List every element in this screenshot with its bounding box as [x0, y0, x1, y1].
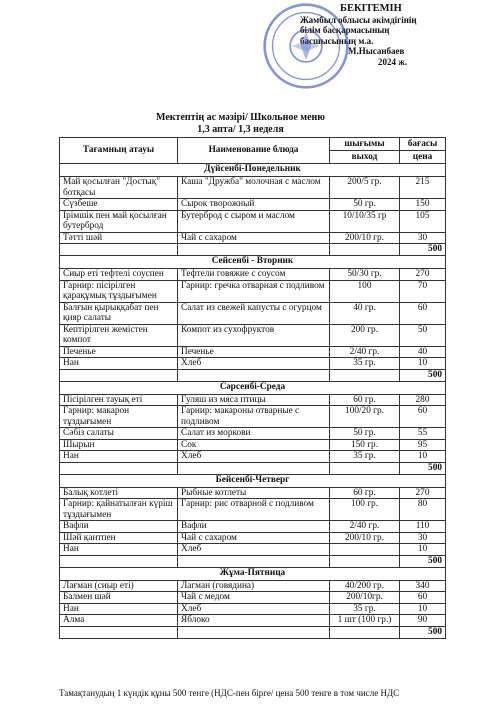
dish-yield: 100/20 гр. [330, 406, 400, 428]
dish-yield: 100 [330, 280, 400, 302]
table-row [60, 280, 446, 302]
day-header-row [60, 256, 446, 269]
dish-name-ru: Бутерброд с сыром и маслом [178, 210, 330, 232]
dish-yield: 100 гр. [330, 499, 400, 521]
table-row [60, 428, 446, 440]
dish-yield: 40/200 гр. [330, 580, 400, 592]
footer-note: Тамақтанудың 1 күндік құны 500 тенге (НДС-пен бірге/ цена 500 тенге в том числе НДС [59, 688, 400, 698]
table-row [60, 302, 446, 324]
official-seal-stamp [262, 2, 350, 90]
dish-price: 215 [400, 177, 446, 199]
table-row [60, 544, 446, 556]
dish-yield: 200/10 гр. [330, 532, 400, 544]
dish-price: 50 [400, 324, 446, 346]
dish-name-kz: Лағман (сиыр еті) [60, 580, 178, 592]
dish-price: 40 [400, 346, 446, 358]
header-price-kz: бағасы [400, 138, 446, 151]
day-total-row [60, 462, 446, 474]
table-row [60, 199, 446, 211]
day-header-row [60, 164, 446, 177]
table-row [60, 232, 446, 244]
header-price-ru: цена [400, 151, 446, 164]
dish-name-ru: Гарнир: гречка отварная с подливом [178, 280, 330, 302]
dish-yield: 200/5 гр. [330, 177, 400, 199]
dish-yield: 50 гр. [330, 199, 400, 211]
dish-price: 55 [400, 428, 446, 440]
menu-body [60, 164, 446, 639]
approval-line-2: білім басқармасының [300, 25, 390, 35]
header-yield-kz: шығымы [330, 138, 400, 151]
dish-price: 30 [400, 532, 446, 544]
dish-price: 270 [400, 487, 446, 499]
dish-yield [330, 544, 400, 556]
header-dish-kz: Тағамның атауы [60, 138, 178, 164]
table-row [60, 615, 446, 627]
dish-yield: 10/10/35 гр [330, 210, 400, 232]
empty-cell [178, 462, 330, 474]
day-total: 500 [400, 369, 446, 381]
dish-name-kz: Ірімшік пен май қосылған бутерброд [60, 210, 178, 232]
menu-title-line-2: 1,3 апта/ 1,3 неделя [197, 124, 284, 135]
empty-cell [60, 369, 178, 381]
empty-cell [178, 626, 330, 638]
dish-yield: 60 гр. [330, 487, 400, 499]
menu-table [59, 137, 446, 639]
dish-name-kz: Нан [60, 544, 178, 556]
dish-yield: 35 гр. [330, 451, 400, 463]
table-row [60, 592, 446, 604]
dish-name-ru: Гуляш из мяса птицы [178, 394, 330, 406]
day-total: 500 [400, 626, 446, 638]
table-row [60, 394, 446, 406]
dish-name-ru: Хлеб [178, 544, 330, 556]
dish-name-kz: Гарнир: пісірілген қарақұмық тұздығымен [60, 280, 178, 302]
dish-price: 10 [400, 603, 446, 615]
approval-line-1: Жамбыл облысы әкімдігінің [300, 14, 417, 25]
dish-name-kz: Кептірілген жемістен компот [60, 324, 178, 346]
dish-price: 70 [400, 280, 446, 302]
day-title: Дүйсенбі-Понедельник [60, 164, 446, 177]
dish-yield: 35 гр. [330, 358, 400, 370]
dish-yield: 200/10 гр. [330, 232, 400, 244]
dish-name-kz: Балғын қырыққабат пен қияр салаты [60, 302, 178, 324]
dish-yield: 150 гр. [330, 439, 400, 451]
dish-name-ru: Лагман (говядина) [178, 580, 330, 592]
day-total: 500 [400, 244, 446, 256]
approval-signatory: М.Нысанбаев [348, 46, 405, 56]
dish-name-ru: Печенье [178, 346, 330, 358]
table-row [60, 406, 446, 428]
day-title: Сәрсенбі-Среда [60, 381, 446, 394]
day-total: 500 [400, 555, 446, 567]
table-row [60, 269, 446, 281]
dish-name-kz: Май қосылған "Достық" ботқасы [60, 177, 178, 199]
dish-name-kz: Сиыр еті тефтелі соуспен [60, 269, 178, 281]
empty-cell [178, 244, 330, 256]
dish-yield: 60 гр. [330, 394, 400, 406]
day-total-row [60, 555, 446, 567]
dish-yield: 50/30 гр. [330, 269, 400, 281]
dish-price: 10 [400, 544, 446, 556]
dish-name-ru: Салат из моркови [178, 428, 330, 440]
day-header-row [60, 381, 446, 394]
dish-name-kz: Гарнир: қайнатылған күріш тұздығымен [60, 499, 178, 521]
dish-name-kz: Балық котлеті [60, 487, 178, 499]
dish-name-kz: Гарнир: макарон тұздығымен [60, 406, 178, 428]
dish-price: 280 [400, 394, 446, 406]
dish-price: 10 [400, 358, 446, 370]
approval-heading: БЕКІТЕМІН [340, 3, 402, 14]
dish-price: 105 [400, 210, 446, 232]
table-row [60, 603, 446, 615]
dish-yield: 200 гр. [330, 324, 400, 346]
table-row [60, 358, 446, 370]
table-row [60, 499, 446, 521]
dish-yield: 50 гр. [330, 428, 400, 440]
dish-name-kz: Нан [60, 451, 178, 463]
table-row [60, 346, 446, 358]
dish-name-ru: Чай с сахаром [178, 532, 330, 544]
dish-price: 10 [400, 451, 446, 463]
table-row [60, 532, 446, 544]
table-row [60, 580, 446, 592]
header-dish-ru: Наименование блюда [178, 138, 330, 164]
table-row [60, 177, 446, 199]
day-total-row [60, 626, 446, 638]
dish-yield: 35 гр. [330, 603, 400, 615]
dish-price: 30 [400, 232, 446, 244]
day-header-row [60, 474, 446, 487]
dish-name-ru: Компот из сухофруктов [178, 324, 330, 346]
day-title: Бейсенбі-Четверг [60, 474, 446, 487]
dish-name-ru: Вафли [178, 521, 330, 533]
dish-name-ru: Салат из свежей капусты с огурцом [178, 302, 330, 324]
dish-name-ru: Рыбные котлеты [178, 487, 330, 499]
dish-name-ru: Гарнир: макароны отварные с подливом [178, 406, 330, 428]
empty-cell [330, 626, 400, 638]
empty-cell [60, 626, 178, 638]
approval-line-3: басшысының м.а. [300, 35, 374, 46]
dish-name-ru: Тефтели говяжие с соусом [178, 269, 330, 281]
day-title: Жұма-Пятница [60, 567, 446, 580]
dish-name-ru: Яблоко [178, 615, 330, 627]
dish-name-kz: Сүзбеше [60, 199, 178, 211]
table-row [60, 439, 446, 451]
dish-name-ru: Чай с сахаром [178, 232, 330, 244]
dish-yield: 200/10гр. [330, 592, 400, 604]
dish-yield: 1 шт (100 гр.) [330, 615, 400, 627]
dish-name-kz: Шырын [60, 439, 178, 451]
dish-name-ru: Гарнир: рис отварной с подливом [178, 499, 330, 521]
dish-name-ru: Каша "Дружба" молочная с маслом [178, 177, 330, 199]
dish-name-ru: Хлеб [178, 451, 330, 463]
dish-name-kz: Нан [60, 603, 178, 615]
dish-name-ru: Сырок творожный [178, 199, 330, 211]
dish-yield: 40 гр. [330, 302, 400, 324]
empty-cell [60, 244, 178, 256]
dish-name-kz: Печенье [60, 346, 178, 358]
dish-name-kz: Шәй қантпен [60, 532, 178, 544]
dish-price: 60 [400, 406, 446, 428]
empty-cell [178, 369, 330, 381]
dish-price: 270 [400, 269, 446, 281]
dish-price: 80 [400, 499, 446, 521]
table-row [60, 521, 446, 533]
dish-price: 150 [400, 199, 446, 211]
dish-price: 60 [400, 302, 446, 324]
table-row [60, 487, 446, 499]
empty-cell [178, 555, 330, 567]
table-row [60, 451, 446, 463]
day-title: Сейсенбі - Вторник [60, 256, 446, 269]
day-header-row [60, 567, 446, 580]
dish-name-kz: Нан [60, 358, 178, 370]
header-yield-ru: выход [330, 151, 400, 164]
menu-title [0, 112, 481, 136]
day-total-row [60, 369, 446, 381]
dish-price: 95 [400, 439, 446, 451]
dish-price: 90 [400, 615, 446, 627]
dish-name-kz: Алма [60, 615, 178, 627]
dish-name-kz: Балмен шәй [60, 592, 178, 604]
dish-name-ru: Сок [178, 439, 330, 451]
empty-cell [330, 244, 400, 256]
dish-name-ru: Хлеб [178, 603, 330, 615]
empty-cell [330, 369, 400, 381]
dish-name-kz: Сәбіз салаты [60, 428, 178, 440]
dish-price: 340 [400, 580, 446, 592]
table-row [60, 210, 446, 232]
dish-price: 110 [400, 521, 446, 533]
table-row [60, 324, 446, 346]
menu-title-line-1: Мектептің ас мәзірі/ Школьное меню [156, 112, 325, 123]
dish-name-ru: Хлеб [178, 358, 330, 370]
dish-name-kz: Тәтті шәй [60, 232, 178, 244]
empty-cell [60, 555, 178, 567]
dish-name-ru: Чай с медом [178, 592, 330, 604]
approval-year: 2024 ж. [378, 56, 408, 67]
dish-price: 60 [400, 592, 446, 604]
day-total-row [60, 244, 446, 256]
day-total: 500 [400, 462, 446, 474]
dish-yield: 2/40 гр. [330, 346, 400, 358]
empty-cell [330, 462, 400, 474]
dish-name-kz: Вафли [60, 521, 178, 533]
empty-cell [60, 462, 178, 474]
dish-yield: 2/40 гр. [330, 521, 400, 533]
empty-cell [330, 555, 400, 567]
dish-name-kz: Пісірілген тауық еті [60, 394, 178, 406]
